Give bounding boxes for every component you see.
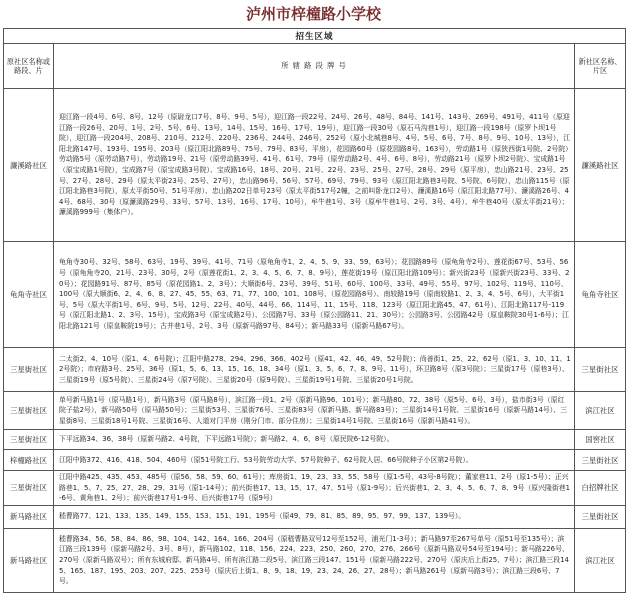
- group-header: 招生区域: [4, 29, 626, 44]
- table-row: [4, 392, 626, 430]
- row-original-community: 三星街社区: [4, 392, 54, 430]
- table-column-header-row: [4, 44, 626, 89]
- table-row: [4, 471, 626, 506]
- row-original-community: 新马路社区: [4, 528, 54, 592]
- row-new-community: 三星街社区: [575, 505, 626, 528]
- table-row: [4, 242, 626, 348]
- row-new-community: 三星街社区: [575, 348, 626, 392]
- row-original-community: 濂溪路社区: [4, 89, 54, 242]
- row-new-community: 三星街社区: [575, 450, 626, 471]
- row-new-community: 龟角寺社区: [575, 242, 626, 348]
- row-streets: 江阳中路425、435、453、485号（原56、58、59、60、61号）；库房街1、19、23、33、55、58号（原1-5号、43号-8号院）；董家巷11、2号（原1-5号）；正兴路巷1、5、7、25、27、28、29、31号（原1-14号）；前兴街巷17、13、15、17、47、51号（原1-9号）；后兴街巷1、2、3、4、5、6、7、8、9号（原兴隆街巷1-6号、黄角巷1、2号）；前兴街巷17号1-9号、后兴街巷17号（原9号）: [54, 471, 575, 506]
- row-new-community: 滨江社区: [575, 392, 626, 430]
- row-streets: 单号新马路1号（原马路1号），新马路3号（原马路8号），滨江路一段1、2号（原新马路96、101号）；新马路80、72、38号（原5号、6号、3号），盐市街3号（原红院子盐2号），新马路50号（原马路50号）；三星街53号、三星街76号、三星街83号（原新马路、新马路83号）；三星街14号1号院、三星街16号（原新马路14号）、三星街8号、三星街18号1号院、三星街16号、人道对门平房（刚分门市、部分住房）；三星街14号1号院、三星街16号（原新马路41号）。: [54, 392, 575, 430]
- row-original-community: 新马路社区: [4, 505, 54, 528]
- row-original-community: 三星街社区: [4, 348, 54, 392]
- row-streets: 迎江路一段4号、6号、8号、12号（原尉龙口7号、8号、9号、5号），迎江路一段22号、24号、26号、48号、84号、141号、143号、269号、491号、411号（原迎江路一段26号、20号、1号、2号、5号、6号、13号、14号、15号、16号、17号、19号），迎江路一段30号（原石马沟巷1号），迎江路一段198号（原罗卜坝1号院），迎江路一段204号、208号、210号、212号、220号、236号、244号、246号、252号（原小北城巷8号、4号、5号、6号、7号、8号、9号、10号、13号），江阳北路147号、193号、195号、203号（原江阳北路89号、75号、79号、83号、平房），花园路60号（原花园路8号、163号），劳动路1号（原狭西街1号院、2号院）劳动路5号（原劳动路7号），劳动路19号、21号（原劳动路39号、41号、61号、79号（原劳动路2号、4号、6号、8号），劳动路21号（原罗卜坝2号院）、宝成路1号（原宝成路1号院），宝成路7号（原宝成路3号院）、宝成路16号、18号、20号、21号、22号、23号、25号、27号、28号、29号（原平房），忠山路21号、23号、25号、27号、28号、29号（原太平街23号、25号、27号），忠山路96号、56号、57号、69号、79号、93号（原江阳北路巷3号院、5号院、6号院），忠山路115号（原江阳北路巷3号院），原太平街50号、51号平房）、忠山路202日单号23号（原太平街517号2幢，之前叫卧龙口2号）、濂溪路16号（原江阳北路77号）、濂溪路26号、44号、68号、30号（原濂溪路29号、33号、57号、13号、16号、17号、10号），牟牛巷1号、3号（原牟牛巷1号、2号、3号、4号）、牟牛巷40号（原太平街21号）；濂溪路999号（集体户）。: [54, 89, 575, 242]
- row-streets: 二太街2、4、10号（原1、4、6号院）；江阳中路278、294、296、366、402号（原41、42、46、49、52号院）；尚善街1、25、22、62号（原1、3、10、11、12号院）；市府路3号、25号、36号（原1、5、6、13、15、16、18、34号（原1、3、5、6、7、8、9号、11号），环卫路8号（原3号院）；三星街17号（原巷3号）、三星街19号（原5号院）、三星街24号（原7号院）、三星街20号（原9号院）、三星街19号1号院、三星街20号1号院。: [54, 348, 575, 392]
- column-header-new-community: 新社区名称、片区: [575, 44, 626, 89]
- table-row: [4, 528, 626, 592]
- enrollment-table: [3, 28, 626, 593]
- row-streets: 嵇曹路77、121、133、135、149、155、153、151、191、195号（原49、79、81、85、89、95、97、99、137、139号）。: [54, 505, 575, 528]
- row-streets: 下平远路34、36、38号（原新马路2、4号院，下平远路1号院）；新马路2、4、6、8号（原民院6-12号院）。: [54, 430, 575, 450]
- column-header-streets: 所 辖 路 段 牌 号: [54, 44, 575, 89]
- row-streets: 龟角寺30号、32号、58号、63号、19号、39号、41号、71号（原龟角寺1、2、4、5、9、33、59、63号）；花园路89号（原龟角寺2号）、莲花街67号、53号、56号（原龟角寺20、21号、23号、30号，2号（原莲花街1、2、3、4、5、6、7、8、9号），莲花街19号（原江阳北路109号）；新兴街23号（原新兴街23号、33号、20号）；花园路91号、87号、85号（原花园路1、2、3号）；大顺街6号、23号、39号、51号、60号、100号、33号、49号、55号、97号、102号、119号、110号、100号（原大顺街6、2、4、6、8、27、45、55、63、71、77、100、101、108号、（原花园路8号）、南较路19号（原南较路1、2、3、4、5号、6号），大平街1号、5号（原大平街1号、6号、9号、5号、12号、22号、40号、44号、66、114号、11、15号、118、123号（原江阳北路45、47、61号）、江阳北路117号-119号（原江阳北路1、2、3号、15号），宝成路3号（原宝成路2号）、公园路7号、33号（原公园路11、21、30号）；公园路3号、公园路42号（原皇鞍院30号1-6号）；江阳北路121号（原皇鞍院19号）；古井巷1号、2号、3号（原新马路97号、84号）；新马路33号（原新马路67号）。: [54, 242, 575, 348]
- document-title: 泸州市梓橦路小学校: [245, 5, 381, 23]
- row-new-community: 国窖社区: [575, 430, 626, 450]
- table-row: [4, 450, 626, 471]
- table-group-header-row: [4, 29, 626, 44]
- table-row: [4, 348, 626, 392]
- table-row: [4, 89, 626, 242]
- row-new-community: 濂溪路社区: [575, 89, 626, 242]
- row-new-community: 滨江社区: [575, 528, 626, 592]
- table-row: [4, 430, 626, 450]
- row-original-community: 三星街社区: [4, 430, 54, 450]
- row-original-community: 梓橦路社区: [4, 450, 54, 471]
- row-new-community: 白招牌社区: [575, 471, 626, 506]
- row-original-community: 三星街社区: [4, 471, 54, 506]
- row-original-community: 龟角寺社区: [4, 242, 54, 348]
- row-streets: 江阳中路372、416、418、504、460号（原51号院工行、53号院劳动大学、57号院种子、62号院人居、66号院种子小区第2号院）。: [54, 450, 575, 471]
- column-header-original-community: 原社区名称或路段、片: [4, 44, 54, 89]
- row-streets: 嵇曹路34、56、58、84、86、98、104、142、164、166、204号（原嵇曹路双号12号至152号，浦光门1-3号）；新马路97至267号单号（原51号至135号）；滨江路三段139号（原新马路2号、3号、8号），新马路102、118、156、224、223、250、260、270、276、266号（原新马路双号54号至194号）；新马路226号、270号（原新马路双号）；所有东城府邸、新马路4号、所有滨江路二段5号、滨江路三段147、151号（原新马路222号、270号（原庆后上街25、7号）；滨江路三段145、165、187、195、203、207、225、253号（原庆后上街1、8、9、18、19、23、24、26、27、28号）；新马路261号（原新马路3号）；滨江路三段6号、7号。: [54, 528, 575, 592]
- table-row: [4, 505, 626, 528]
